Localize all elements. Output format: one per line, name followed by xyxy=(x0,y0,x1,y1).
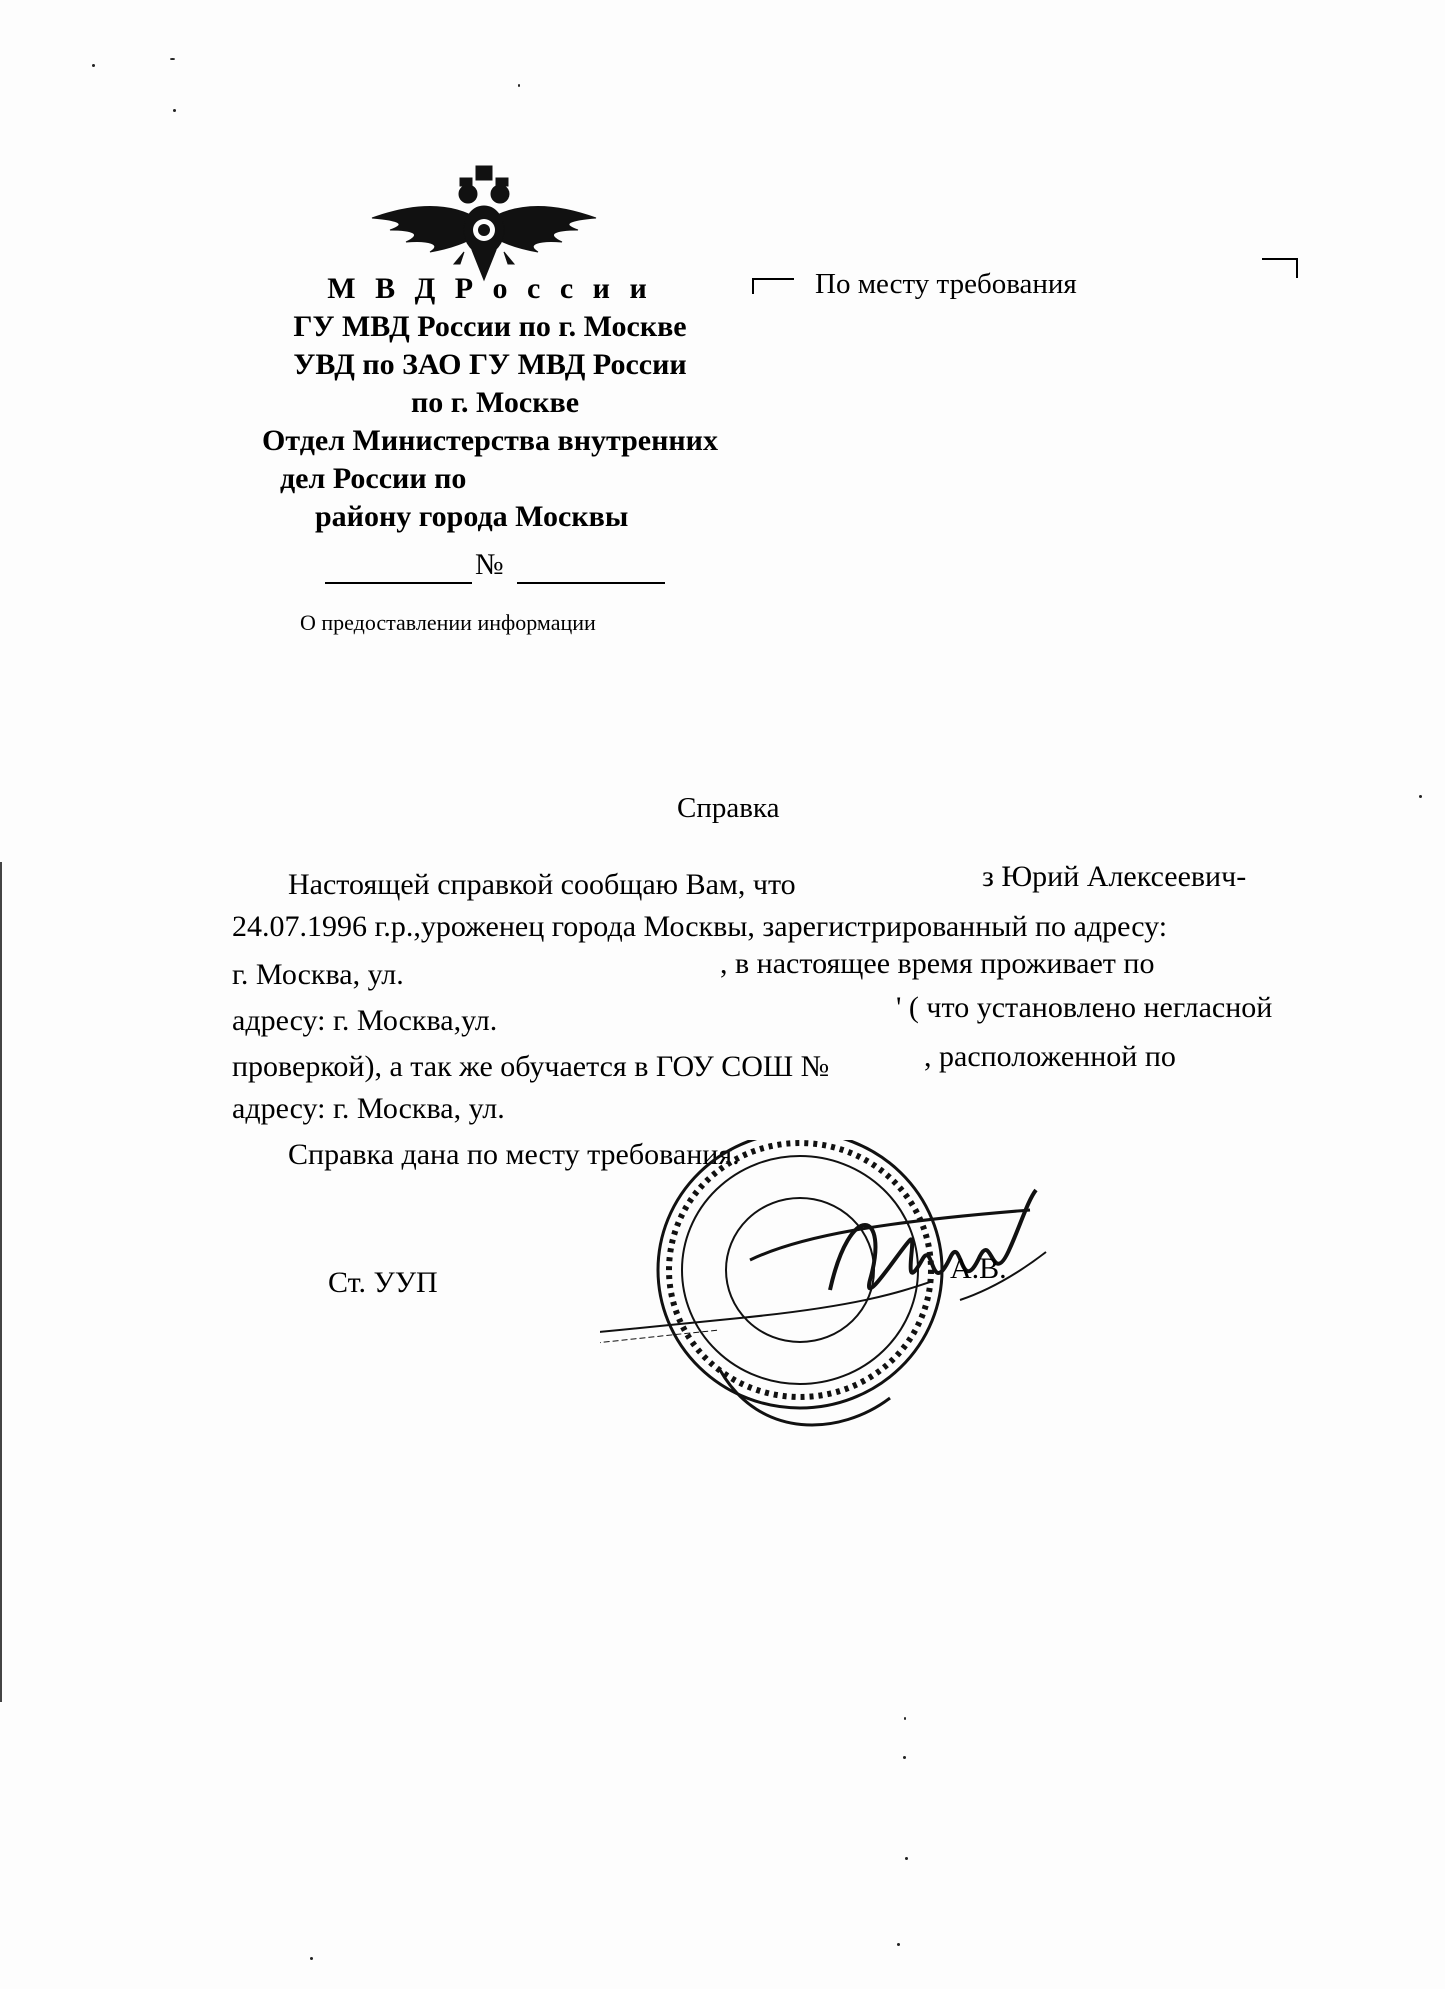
scan-speck xyxy=(1419,795,1422,798)
body-line: ' ( что установлено негласной xyxy=(896,991,1273,1024)
signer-position: Ст. УУП xyxy=(328,1266,438,1299)
scan-speck xyxy=(170,58,175,60)
scan-speck xyxy=(310,1957,313,1960)
scan-speck xyxy=(92,64,95,67)
issuer-header xyxy=(210,270,770,536)
scan-speck xyxy=(903,1756,906,1759)
body-line: , расположенной по xyxy=(924,1040,1176,1073)
body-line: 24.07.1996 г.р.,уроженец города Москвы, зарегистрированный по адресу: xyxy=(232,910,1168,943)
document-title: Справка xyxy=(677,792,780,824)
body-line: , в настоящее время проживает по xyxy=(720,947,1155,980)
signer-name: А.В. xyxy=(950,1252,1007,1285)
body-line: Справка дана по месту требования. xyxy=(288,1138,740,1171)
body-line: Настоящей справкой сообщаю Вам, что xyxy=(288,868,796,901)
body-line: г. Москва, ул. xyxy=(232,958,404,991)
body-line: адресу: г. Москва,ул. xyxy=(232,1004,498,1037)
body-line: з Юрий Алексеевич- xyxy=(982,860,1247,893)
body-line: адресу: г. Москва, ул. xyxy=(232,1092,505,1125)
document-subject: О предоставлении информации xyxy=(300,610,596,635)
header-line: М В Д Р о с с и и xyxy=(327,272,653,305)
scan-speck xyxy=(897,1943,900,1946)
date-underline xyxy=(325,582,472,584)
scan-edge-line xyxy=(0,862,2,1702)
number-underline xyxy=(517,582,665,584)
scan-speck xyxy=(904,1717,906,1720)
eagle-emblem-icon xyxy=(368,160,600,282)
header-line: по г. Москве xyxy=(410,386,580,419)
header-line: району города Москвы xyxy=(315,500,629,533)
header-line: ГУ МВД России по г. Москве xyxy=(293,310,687,343)
number-sign: № xyxy=(475,548,504,581)
scan-speck xyxy=(518,84,520,87)
addressee: По месту требования xyxy=(815,268,1077,300)
outgoing-number-field xyxy=(325,548,665,588)
header-line: Отдел Министерства внутренних xyxy=(262,424,718,457)
scan-speck xyxy=(173,109,176,112)
address-corner-mark xyxy=(752,278,794,294)
scan-speck xyxy=(905,1857,908,1860)
body-line: проверкой), а так же обучается в ГОУ СОШ № xyxy=(232,1050,830,1083)
header-line: УВД по ЗАО ГУ МВД России xyxy=(293,348,687,381)
address-corner-mark xyxy=(1262,258,1298,278)
official-seal-stamp xyxy=(600,1140,1060,1440)
header-line: дел России по xyxy=(280,462,467,495)
